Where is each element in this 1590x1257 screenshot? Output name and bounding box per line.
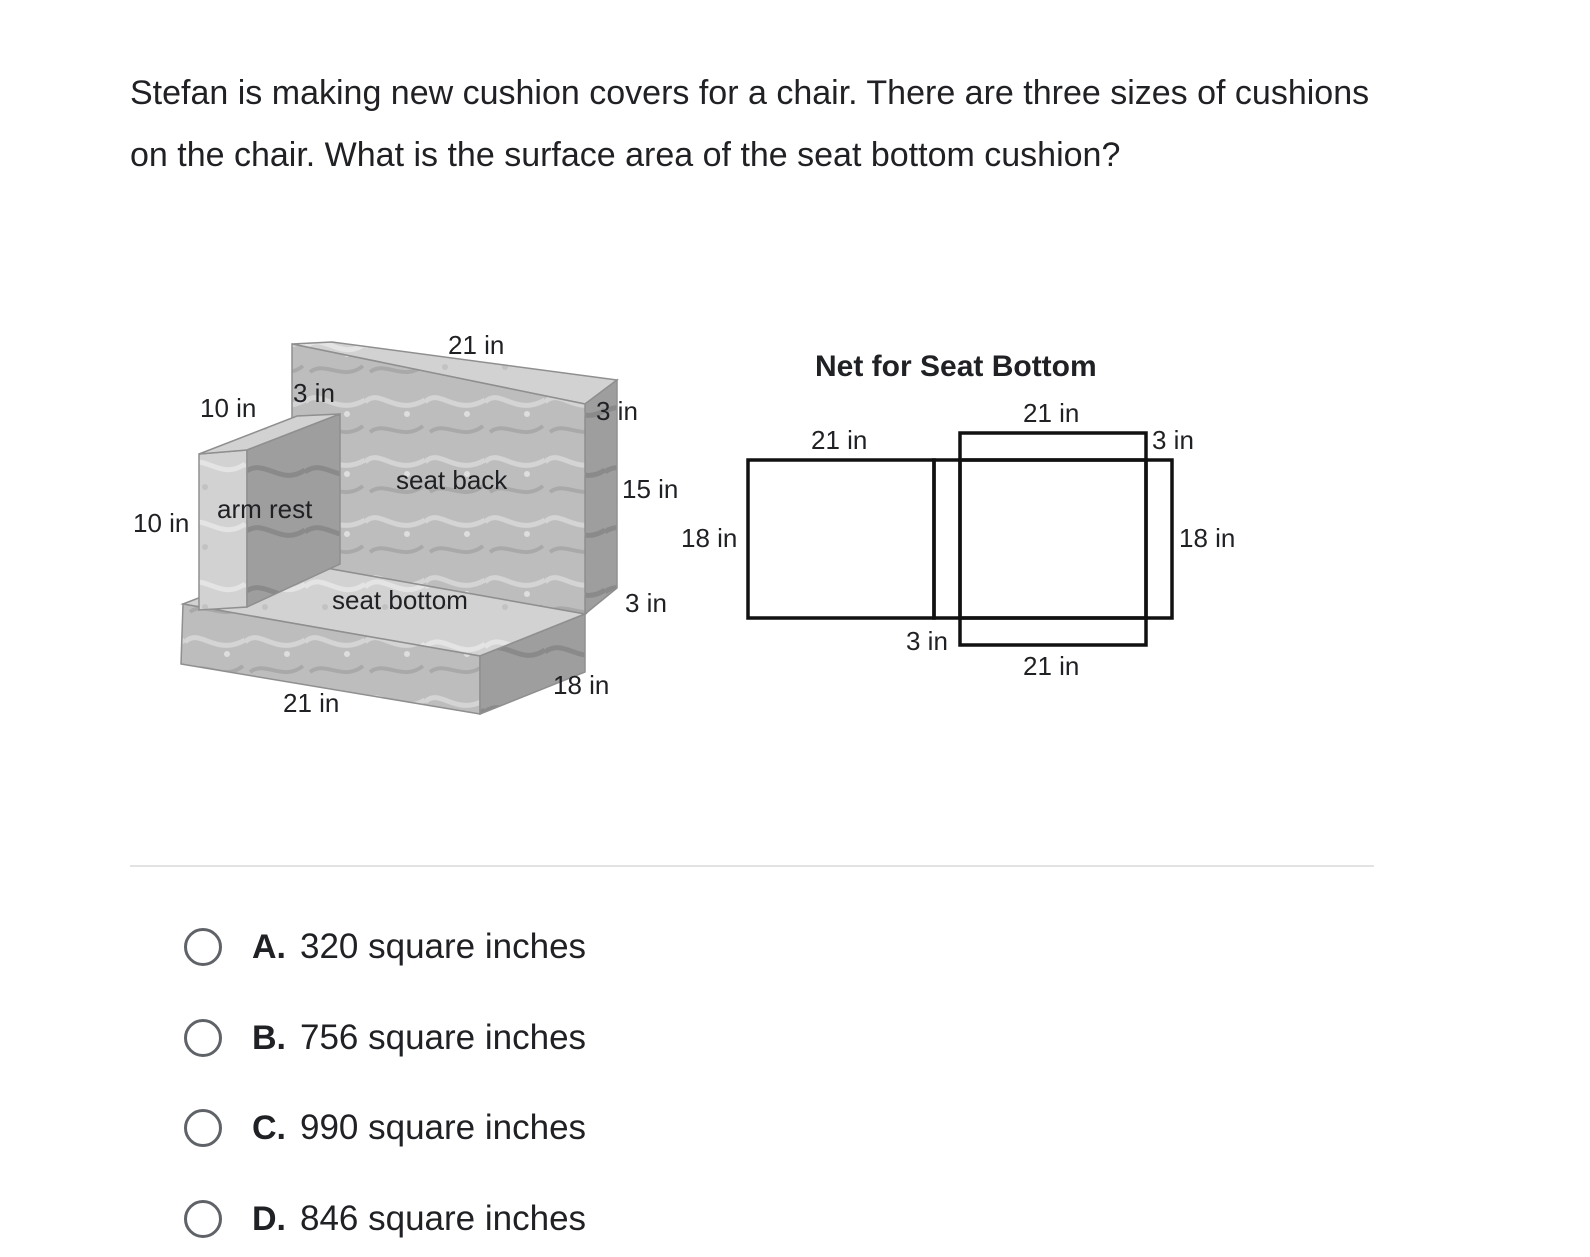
option-letter: D.: [252, 1199, 286, 1238]
label-back-height: 15 in: [622, 474, 679, 504]
label-back-top-width: 21 in: [448, 330, 505, 360]
option-text: 320 square inches: [300, 927, 587, 966]
option-b[interactable]: [184, 1013, 586, 1063]
divider: [130, 865, 1374, 867]
net-label-middle-strip: 3 in: [906, 626, 948, 656]
option-letter: B.: [252, 1018, 286, 1057]
label-arm-top-left: 10 in: [200, 393, 257, 423]
radio-button[interactable]: [184, 928, 222, 966]
option-letter: C.: [252, 1108, 286, 1147]
net-left-strip: [934, 460, 960, 618]
net-left-panel: [748, 460, 934, 618]
label-arm-top-right: 3 in: [293, 378, 335, 408]
label-seat-bottom: seat bottom: [332, 585, 468, 615]
label-arm-height: 10 in: [133, 508, 190, 538]
radio-button[interactable]: [184, 1019, 222, 1057]
option-d[interactable]: [184, 1194, 586, 1244]
arm-rest-front: [199, 450, 247, 610]
radio-button[interactable]: [184, 1200, 222, 1238]
option-a[interactable]: [184, 922, 586, 972]
label-seat-back: seat back: [396, 465, 508, 495]
label-arm-rest: arm rest: [217, 494, 313, 524]
net-label-bottom-flap-width: 21 in: [1023, 651, 1080, 681]
net-right-strip: [1146, 460, 1172, 618]
option-c[interactable]: [184, 1103, 586, 1153]
label-bottom-height: 3 in: [625, 588, 667, 618]
net-label-left-height: 18 in: [681, 523, 738, 553]
option-text: 990 square inches: [300, 1108, 587, 1147]
radio-button[interactable]: [184, 1109, 222, 1147]
chair-figure: [125, 322, 1265, 742]
net-title: Net for Seat Bottom: [815, 350, 1097, 383]
net-label-left-panel-width: 21 in: [811, 425, 868, 455]
net-label-right-strip: 3 in: [1152, 425, 1194, 455]
question-text: Stefan is making new cushion covers for a chair. There are three sizes of cushions on the chair. What is the surface area of the seat bottom cushion?: [130, 74, 1370, 174]
net-label-right-height: 18 in: [1179, 523, 1236, 553]
net-bottom-flap: [960, 618, 1146, 645]
label-bottom-width: 21 in: [283, 688, 340, 718]
label-bottom-depth: 18 in: [553, 670, 610, 700]
net-diagram: [748, 433, 1172, 645]
option-text: 756 square inches: [300, 1018, 587, 1057]
option-text: 846 square inches: [300, 1199, 587, 1238]
label-back-depth: 3 in: [596, 396, 638, 426]
net-top-flap: [960, 433, 1146, 460]
option-letter: A.: [252, 927, 286, 966]
net-label-top-flap-width: 21 in: [1023, 398, 1080, 428]
net-center-panel: [960, 460, 1146, 618]
